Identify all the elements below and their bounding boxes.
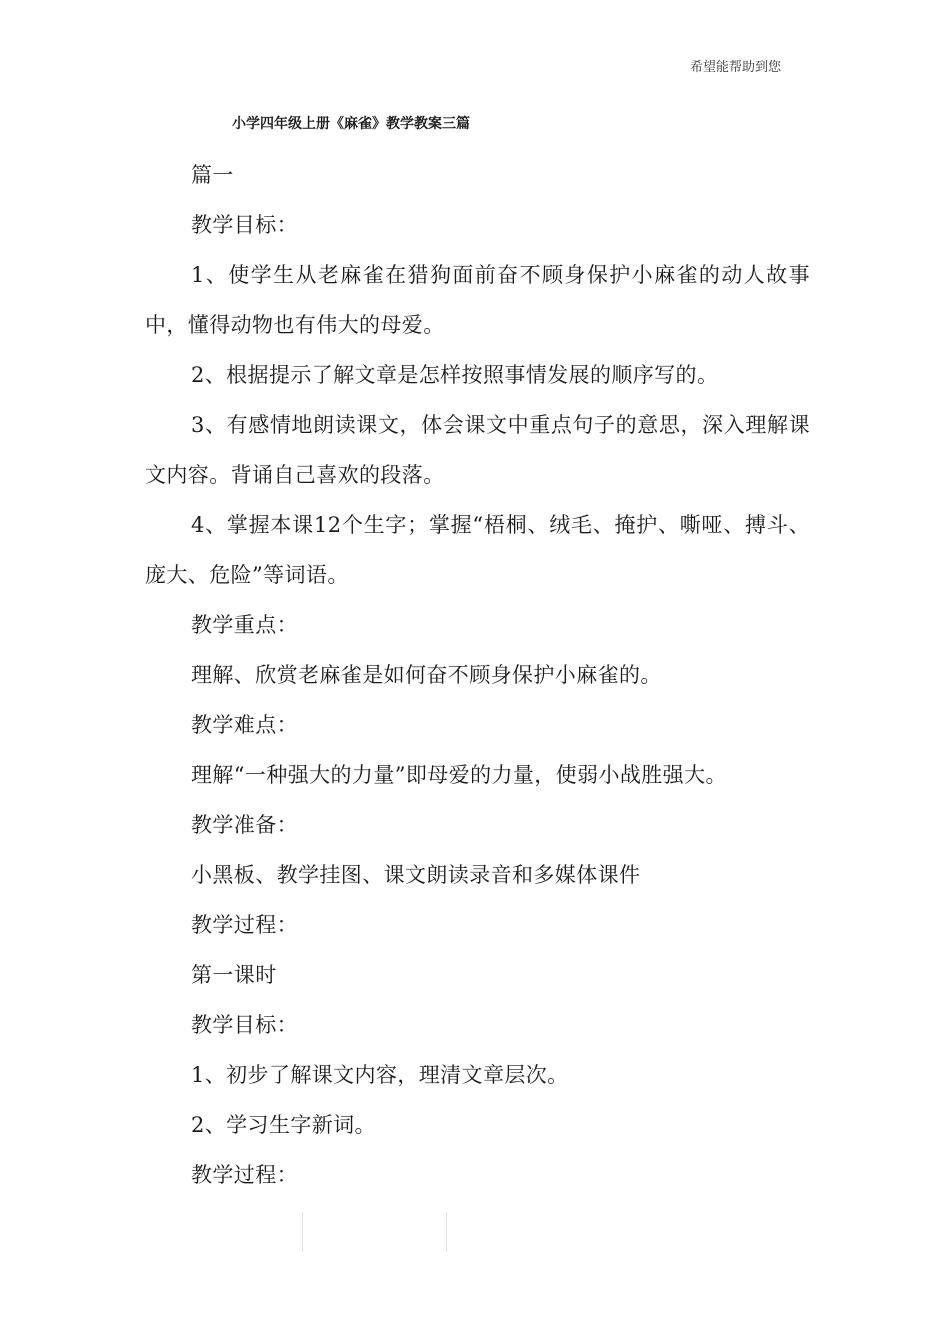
difficulties-text: 理解“一种强大的力量”即母爱的力量，使弱小战胜强大。 (191, 763, 727, 787)
lesson-goal-item-2: 2、学习生字新词。 (191, 1113, 376, 1137)
lesson-goals-heading: 教学目标： (191, 1013, 298, 1037)
page-divider-right (446, 1212, 447, 1252)
key-points-text: 理解、欣赏老麻雀是如何奋不顾身保护小麻雀的。 (191, 663, 662, 687)
document-body (145, 150, 810, 1200)
first-lesson-heading: 第一课时 (191, 963, 277, 987)
lesson-goal-item-1: 1、初步了解课文内容，理清文章层次。 (191, 1063, 569, 1087)
teaching-goals-heading: 教学目标： (191, 213, 298, 237)
process-heading: 教学过程： (191, 913, 298, 937)
section-heading-part-one: 篇一 (191, 163, 234, 187)
key-points-heading: 教学重点： (191, 613, 298, 637)
document-title: 小学四年级上册《麻雀》教学教案三篇 (232, 116, 470, 132)
goal-item-3: 3、有感情地朗读课文，体会课文中重点句子的意思，深入理解课文内容。背诵自己喜欢的段落。 (145, 413, 810, 487)
goal-item-1: 1、使学生从老麻雀在猎狗面前奋不顾身保护小麻雀的动人故事中，懂得动物也有伟大的母爱。 (145, 263, 810, 337)
goal-item-4: 4、掌握本课12个生字；掌握“梧桐、绒毛、掩护、嘶哑、搏斗、庞大、危险”等词语。 (145, 513, 810, 587)
goal-item-2: 2、根据提示了解文章是怎样按照事情发展的顺序写的。 (191, 363, 719, 387)
preparation-text: 小黑板、教学挂图、课文朗读录音和多媒体课件 (191, 863, 641, 887)
lesson-process-heading: 教学过程： (191, 1163, 298, 1187)
difficulties-heading: 教学难点： (191, 713, 298, 737)
header-note: 希望能帮助到您 (690, 60, 782, 75)
page-divider-left (302, 1212, 303, 1252)
preparation-heading: 教学准备： (191, 813, 298, 837)
